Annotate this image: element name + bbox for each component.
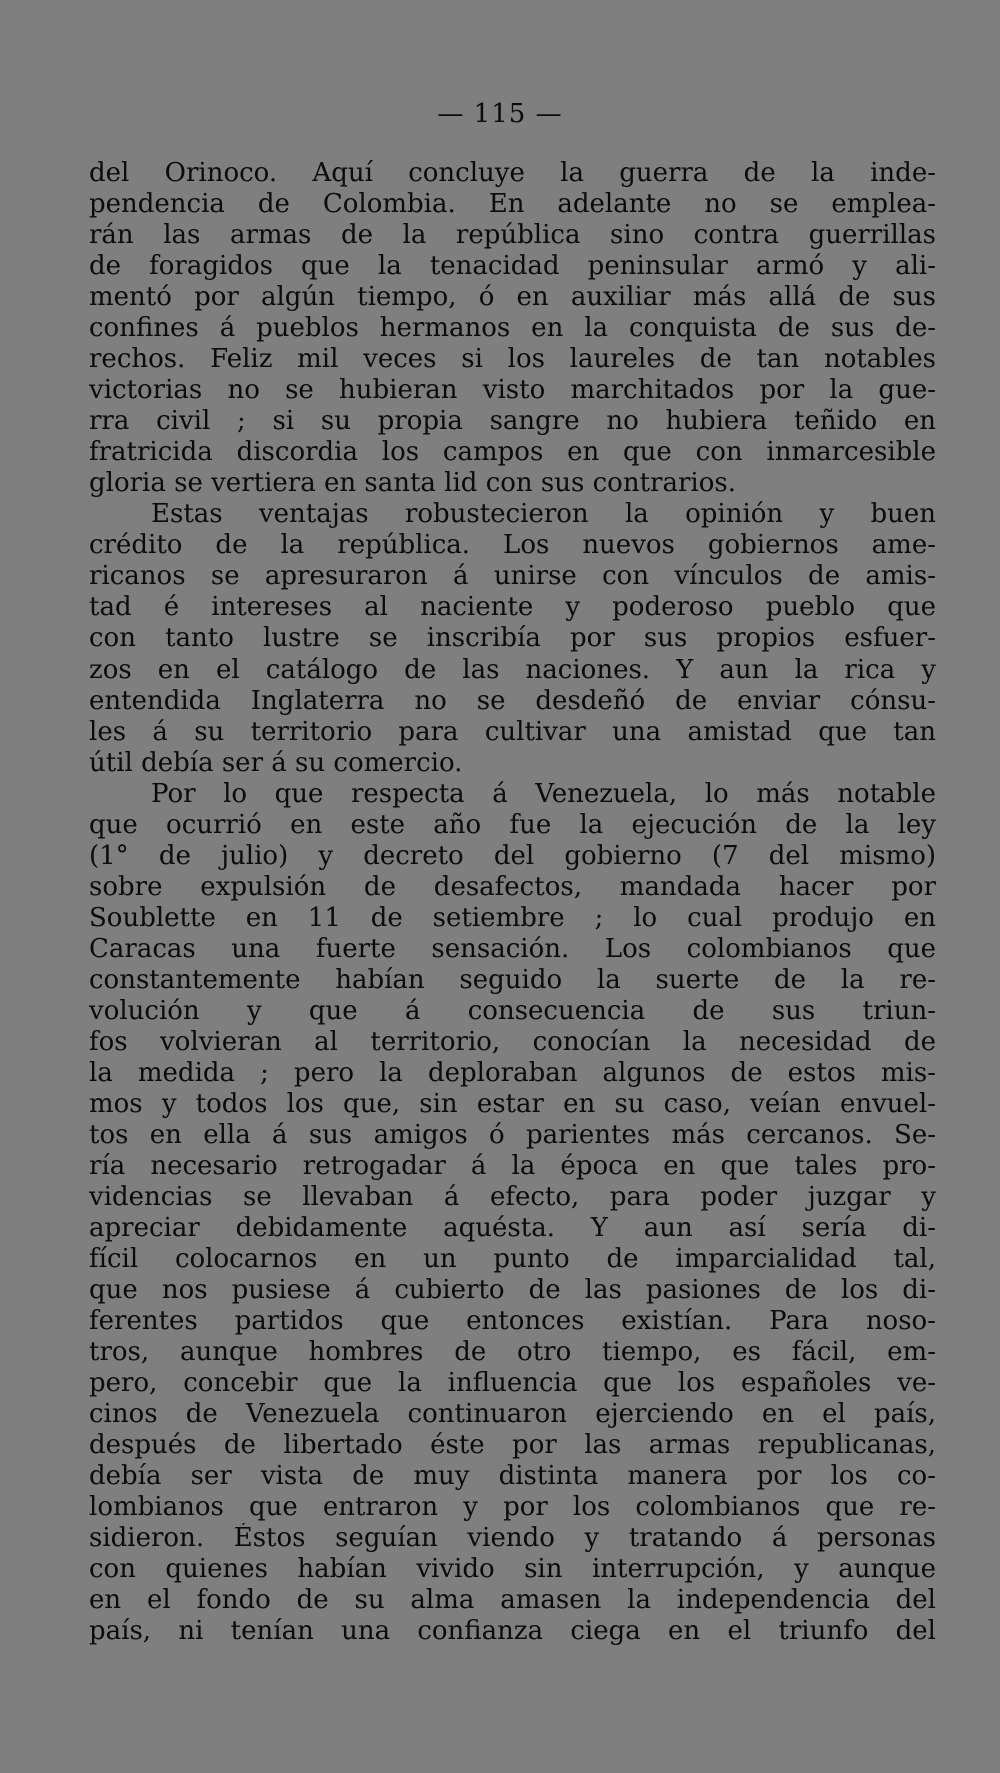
- text-line: país, ni tenían una confianza ciega en el triunfo del: [89, 1616, 936, 1647]
- text-line: debía ser vista de muy distinta manera por los co-: [89, 1461, 936, 1492]
- text-line: volución y que á consecuencia de sus triun-: [89, 995, 936, 1026]
- text-line: con tanto lustre se inscribía por sus propios esfuer-: [89, 623, 936, 654]
- text-line: Estas ventajas robustecieron la opinión y buen: [151, 499, 936, 530]
- text-line: les á su territorio para cultivar una amistad que tan: [89, 716, 936, 747]
- text-line: la medida ; pero la deploraban algunos de estos mis-: [89, 1057, 936, 1088]
- text-line: tad é intereses al naciente y poderoso pueblo que: [89, 592, 936, 623]
- text-line: con quienes habían vivido sin interrupción, y aunque: [89, 1554, 936, 1585]
- text-line: en el fondo de su alma amasen la independencia del: [89, 1585, 936, 1616]
- text-line: sidieron. Éstos seguían viendo y tratando á personas: [89, 1523, 936, 1554]
- text-line: Caracas una fuerte sensación. Los colombianos que: [89, 933, 936, 964]
- text-line: mentó por algún tiempo, ó en auxiliar más allá de sus: [89, 282, 936, 313]
- text-line: del Orinoco. Aquí concluye la guerra de la inde-: [89, 158, 936, 188]
- text-line: crédito de la república. Los nuevos gobiernos ame-: [89, 530, 936, 561]
- text-line: después de libertado éste por las armas republicanas,: [89, 1430, 936, 1461]
- text-line: que nos pusiese á cubierto de las pasiones de los di-: [89, 1275, 936, 1306]
- text-line: (1° de julio) y decreto del gobierno (7 del mismo): [89, 840, 936, 871]
- text-line: apreciar debidamente aquésta. Y aun así sería di-: [89, 1213, 936, 1244]
- page-number: — 115 —: [437, 99, 563, 129]
- text-line: zos en el catálogo de las naciones. Y aun la rica y: [89, 654, 936, 685]
- text-line: cinos de Venezuela continuaron ejerciendo en el país,: [89, 1399, 936, 1430]
- text-line: ricanos se apresuraron á unirse con vínculos de amis-: [89, 561, 936, 592]
- text-line: constantemente habían seguido la suerte de la re-: [89, 964, 936, 995]
- text-line: fícil colocarnos en un punto de imparcialidad tal,: [89, 1244, 936, 1275]
- text-line: pero, concebir que la influencia que los españoles ve-: [89, 1368, 936, 1399]
- text-line: gloria se vertiera en santa lid con sus contrarios.: [89, 468, 736, 499]
- text-line: fratricida discordia los campos en que con inmarcesible: [89, 437, 936, 468]
- body-text: [89, 158, 936, 1648]
- text-line: Por lo que respecta á Venezuela, lo más notable: [151, 778, 936, 809]
- text-line: útil debía ser á su comercio.: [89, 747, 463, 778]
- text-line: que ocurrió en este año fue la ejecución de la ley: [89, 809, 936, 840]
- text-line: mos y todos los que, sin estar en su caso, veían envuel-: [89, 1088, 936, 1119]
- text-line: rán las armas de la república sino contra guerrillas: [89, 220, 936, 251]
- text-line: victorias no se hubieran visto marchitados por la gue-: [89, 375, 936, 406]
- text-line: fos volvieran al territorio, conocían la necesidad de: [89, 1026, 936, 1057]
- text-line: confines á pueblos hermanos en la conquista de sus de-: [89, 313, 936, 344]
- text-line: ría necesario retrogadar á la época en que tales pro-: [89, 1151, 936, 1181]
- text-line: tos en ella á sus amigos ó parientes más cercanos. Se-: [89, 1119, 936, 1150]
- text-line: entendida Inglaterra no se desdeñó de enviar cónsu-: [89, 685, 936, 716]
- text-line: Soublette en 11 de setiembre ; lo cual produjo en: [89, 902, 936, 933]
- text-line: de foragidos que la tenacidad peninsular armó y ali-: [89, 251, 936, 282]
- text-line: ferentes partidos que entonces existían. Para noso-: [89, 1306, 936, 1337]
- text-line: sobre expulsión de desafectos, mandada hacer por: [89, 871, 936, 902]
- text-line: rra civil ; si su propia sangre no hubiera teñido en: [89, 406, 936, 437]
- text-line: lombianos que entraron y por los colombianos que re-: [89, 1492, 936, 1523]
- text-line: tros, aunque hombres de otro tiempo, es fácil, em-: [89, 1337, 936, 1368]
- text-line: videncias se llevaban á efecto, para poder juzgar y: [89, 1182, 936, 1213]
- text-line: rechos. Feliz mil veces si los laureles de tan notables: [89, 344, 936, 375]
- text-line: pendencia de Colombia. En adelante no se emplea-: [89, 189, 936, 220]
